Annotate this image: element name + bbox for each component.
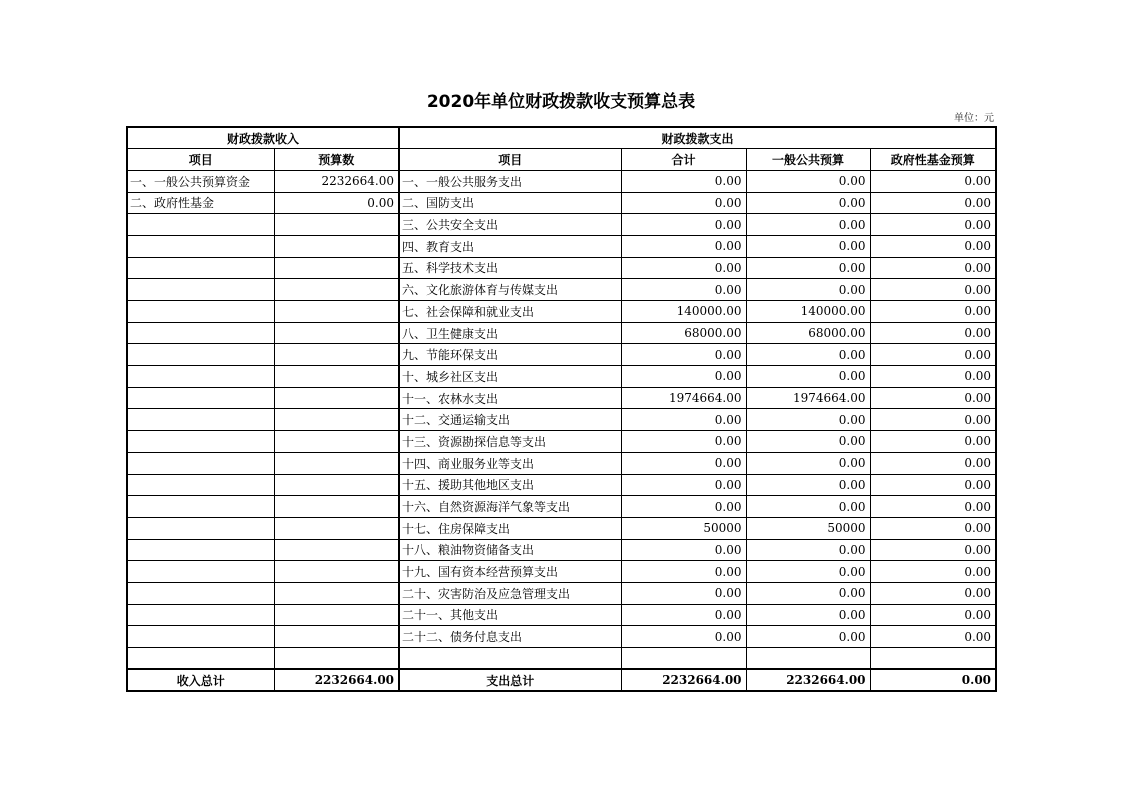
table-row	[127, 344, 996, 366]
expense-general-cell: 0.00	[746, 431, 870, 453]
income-item-cell	[127, 235, 274, 257]
expense-fund-cell: 0.00	[870, 517, 996, 539]
table-row	[127, 387, 996, 409]
income-item-cell	[127, 626, 274, 648]
table-row	[127, 496, 996, 518]
expense-fund-cell: 0.00	[870, 474, 996, 496]
expense-total-cell	[621, 648, 746, 670]
expense-item-cell: 一、一般公共服务支出	[399, 170, 621, 192]
expense-fund-cell: 0.00	[870, 496, 996, 518]
income-budget-cell	[274, 561, 399, 583]
income-item-cell	[127, 344, 274, 366]
expense-general-cell: 0.00	[746, 235, 870, 257]
expense-general-cell: 0.00	[746, 192, 870, 214]
expense-total-cell: 0.00	[621, 539, 746, 561]
income-budget-cell	[274, 517, 399, 539]
income-total-value: 2232664.00	[274, 669, 399, 691]
expense-item-cell: 七、社会保障和就业支出	[399, 301, 621, 323]
expense-total-cell: 0.00	[621, 235, 746, 257]
income-item-cell	[127, 409, 274, 431]
income-budget-cell	[274, 279, 399, 301]
expense-total-cell: 0.00	[621, 604, 746, 626]
income-item-cell	[127, 604, 274, 626]
expense-fund-cell: 0.00	[870, 322, 996, 344]
expense-total-cell: 0.00	[621, 279, 746, 301]
expense-general-cell: 0.00	[746, 257, 870, 279]
expense-total-value: 2232664.00	[621, 669, 746, 691]
table-row	[127, 170, 996, 192]
expense-fund-cell: 0.00	[870, 409, 996, 431]
income-budget-cell	[274, 344, 399, 366]
expense-fund-cell: 0.00	[870, 235, 996, 257]
expense-item-cell: 十八、粮油物资储备支出	[399, 539, 621, 561]
expense-general-cell: 0.00	[746, 452, 870, 474]
expense-general-cell: 0.00	[746, 344, 870, 366]
table-row	[127, 431, 996, 453]
expense-general-cell: 0.00	[746, 366, 870, 388]
expense-total-cell: 1974664.00	[621, 387, 746, 409]
income-total-label: 收入总计	[127, 669, 274, 691]
table-row	[127, 452, 996, 474]
expense-item-cell	[399, 648, 621, 670]
expense-total-cell: 0.00	[621, 409, 746, 431]
income-item-cell: 一、一般公共预算资金	[127, 170, 274, 192]
expense-fund-cell: 0.00	[870, 192, 996, 214]
table-row	[127, 539, 996, 561]
table-row	[127, 322, 996, 344]
table-row	[127, 517, 996, 539]
income-budget-cell	[274, 409, 399, 431]
table-row	[127, 561, 996, 583]
income-item-cell: 二、政府性基金	[127, 192, 274, 214]
income-budget-cell	[274, 452, 399, 474]
expense-fund-cell: 0.00	[870, 431, 996, 453]
expense-general-cell: 0.00	[746, 409, 870, 431]
expense-total-label: 支出总计	[399, 669, 621, 691]
table-row	[127, 214, 996, 236]
expense-total-cell: 68000.00	[621, 322, 746, 344]
expense-total-cell: 0.00	[621, 431, 746, 453]
expense-total-cell: 0.00	[621, 452, 746, 474]
expense-item-cell: 十二、交通运输支出	[399, 409, 621, 431]
income-item-cell	[127, 257, 274, 279]
expense-total-cell: 50000	[621, 517, 746, 539]
income-budget-cell	[274, 496, 399, 518]
expense-total-cell: 140000.00	[621, 301, 746, 323]
expense-item-cell: 十、城乡社区支出	[399, 366, 621, 388]
expense-total-cell: 0.00	[621, 192, 746, 214]
table-row	[127, 279, 996, 301]
income-budget-cell	[274, 322, 399, 344]
table-row	[127, 257, 996, 279]
expense-fund-cell: 0.00	[870, 387, 996, 409]
expense-total-cell: 0.00	[621, 344, 746, 366]
expense-item-cell: 十九、国有资本经营预算支出	[399, 561, 621, 583]
group-header-row	[127, 127, 996, 149]
expense-general-cell: 0.00	[746, 539, 870, 561]
expense-general-cell: 50000	[746, 517, 870, 539]
expense-item-cell: 二十二、债务付息支出	[399, 626, 621, 648]
expense-item-cell: 十四、商业服务业等支出	[399, 452, 621, 474]
expense-total-cell: 0.00	[621, 474, 746, 496]
income-budget-cell	[274, 626, 399, 648]
income-budget-cell	[274, 387, 399, 409]
expense-general-cell: 0.00	[746, 496, 870, 518]
expense-group-header: 财政拨款支出	[399, 127, 996, 149]
expense-general-cell: 0.00	[746, 582, 870, 604]
expense-item-cell: 四、教育支出	[399, 235, 621, 257]
income-item-cell	[127, 539, 274, 561]
table-body	[127, 170, 996, 669]
expense-item-cell: 十三、资源勘探信息等支出	[399, 431, 621, 453]
income-item-cell	[127, 496, 274, 518]
table-row	[127, 409, 996, 431]
expense-general-cell: 0.00	[746, 170, 870, 192]
expense-item-cell: 十六、自然资源海洋气象等支出	[399, 496, 621, 518]
expense-total-cell: 0.00	[621, 257, 746, 279]
income-item-cell	[127, 214, 274, 236]
table-row	[127, 301, 996, 323]
expense-general-header: 一般公共预算	[746, 149, 870, 171]
expense-fund-cell: 0.00	[870, 301, 996, 323]
income-budget-cell	[274, 474, 399, 496]
expense-fund-cell	[870, 648, 996, 670]
income-budget-cell	[274, 604, 399, 626]
expense-item-cell: 二十一、其他支出	[399, 604, 621, 626]
expense-total-cell: 0.00	[621, 366, 746, 388]
expense-fund-cell: 0.00	[870, 170, 996, 192]
income-item-cell	[127, 322, 274, 344]
expense-item-cell: 六、文化旅游体育与传媒支出	[399, 279, 621, 301]
expense-fund-cell: 0.00	[870, 626, 996, 648]
expense-total-cell: 0.00	[621, 214, 746, 236]
expense-fund-cell: 0.00	[870, 561, 996, 583]
table-row	[127, 582, 996, 604]
expense-general-cell: 0.00	[746, 626, 870, 648]
expense-fund-cell: 0.00	[870, 214, 996, 236]
page-title: 2020年单位财政拨款收支预算总表	[426, 92, 696, 112]
income-item-cell	[127, 561, 274, 583]
expense-total-cell: 0.00	[621, 170, 746, 192]
expense-item-cell: 二、国防支出	[399, 192, 621, 214]
income-item-cell	[127, 431, 274, 453]
income-item-cell	[127, 366, 274, 388]
expense-item-cell: 二十、灾害防治及应急管理支出	[399, 582, 621, 604]
expense-general-cell	[746, 648, 870, 670]
unit-label: 单位：元	[954, 113, 994, 124]
expense-total-cell: 0.00	[621, 582, 746, 604]
expense-item-cell: 五、科学技术支出	[399, 257, 621, 279]
income-budget-cell	[274, 648, 399, 670]
expense-fund-cell: 0.00	[870, 366, 996, 388]
totals-row	[127, 669, 996, 691]
expense-item-cell: 三、公共安全支出	[399, 214, 621, 236]
expense-item-cell: 九、节能环保支出	[399, 344, 621, 366]
expense-total-header: 合计	[621, 149, 746, 171]
income-item-cell	[127, 387, 274, 409]
income-budget-cell	[274, 301, 399, 323]
expense-total-cell: 0.00	[621, 626, 746, 648]
table-row	[127, 474, 996, 496]
expense-item-header: 项目	[399, 149, 621, 171]
income-item-cell	[127, 517, 274, 539]
table-row	[127, 366, 996, 388]
income-budget-cell	[274, 366, 399, 388]
expense-general-total-value: 2232664.00	[746, 669, 870, 691]
expense-general-cell: 0.00	[746, 474, 870, 496]
column-header-row	[127, 149, 996, 171]
table-row	[127, 604, 996, 626]
table-row	[127, 648, 996, 670]
income-budget-cell	[274, 431, 399, 453]
table-row	[127, 235, 996, 257]
expense-general-cell: 1974664.00	[746, 387, 870, 409]
income-item-cell	[127, 452, 274, 474]
income-budget-header: 预算数	[274, 149, 399, 171]
income-item-cell	[127, 279, 274, 301]
income-group-header: 财政拨款收入	[127, 127, 399, 149]
expense-fund-cell: 0.00	[870, 452, 996, 474]
expense-general-cell: 0.00	[746, 604, 870, 626]
budget-table	[126, 126, 997, 692]
expense-fund-cell: 0.00	[870, 582, 996, 604]
income-item-header: 项目	[127, 149, 274, 171]
income-item-cell	[127, 582, 274, 604]
income-budget-cell	[274, 257, 399, 279]
expense-general-cell: 0.00	[746, 561, 870, 583]
income-budget-cell: 2232664.00	[274, 170, 399, 192]
expense-fund-cell: 0.00	[870, 344, 996, 366]
income-item-cell	[127, 301, 274, 323]
table-row	[127, 192, 996, 214]
table-row	[127, 626, 996, 648]
expense-item-cell: 十一、农林水支出	[399, 387, 621, 409]
income-item-cell	[127, 648, 274, 670]
expense-fund-header: 政府性基金预算	[870, 149, 996, 171]
expense-total-cell: 0.00	[621, 561, 746, 583]
expense-general-cell: 0.00	[746, 214, 870, 236]
income-item-cell	[127, 474, 274, 496]
income-budget-cell	[274, 582, 399, 604]
expense-fund-cell: 0.00	[870, 257, 996, 279]
expense-total-cell: 0.00	[621, 496, 746, 518]
income-budget-cell	[274, 214, 399, 236]
expense-item-cell: 十七、住房保障支出	[399, 517, 621, 539]
expense-fund-cell: 0.00	[870, 539, 996, 561]
expense-general-cell: 140000.00	[746, 301, 870, 323]
expense-general-cell: 0.00	[746, 279, 870, 301]
expense-fund-cell: 0.00	[870, 604, 996, 626]
expense-item-cell: 十五、援助其他地区支出	[399, 474, 621, 496]
expense-general-cell: 68000.00	[746, 322, 870, 344]
expense-fund-cell: 0.00	[870, 279, 996, 301]
income-budget-cell	[274, 539, 399, 561]
expense-fund-total-value: 0.00	[870, 669, 996, 691]
income-budget-cell: 0.00	[274, 192, 399, 214]
expense-item-cell: 八、卫生健康支出	[399, 322, 621, 344]
income-budget-cell	[274, 235, 399, 257]
